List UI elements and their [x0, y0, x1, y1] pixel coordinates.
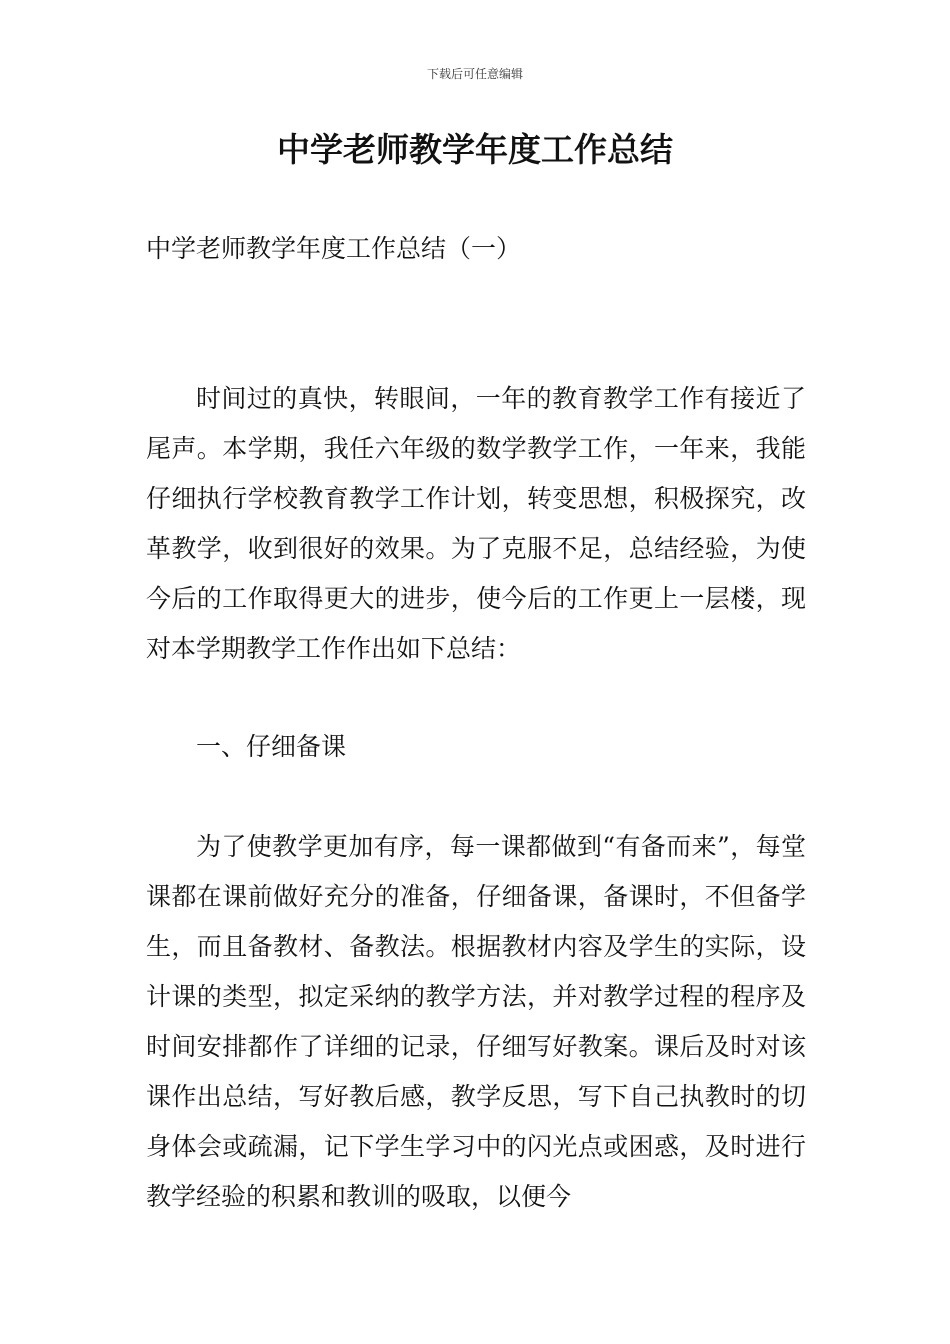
document-title: 中学老师教学年度工作总结	[277, 130, 673, 169]
intro-paragraph: 时间过的真快，转眼间，一年的教育教学工作有接近了尾声。本学期，我任六年级的数学教学工作，一年来，我能仔细执行学校教育教学工作计划，转变思想，积极探究，改革教学，收到很好的效果。为了克服不足，总结经验，为使今后的工作取得更大的进步，使今后的工作更上一层楼，现对本学期教学工作作出如下总结：	[146, 384, 806, 663]
document-subtitle: 中学老师教学年度工作总结（一）	[146, 234, 522, 263]
header-note: 下载后可任意编辑	[426, 67, 523, 81]
section-heading: 一、仔细备课	[196, 732, 347, 761]
section-body-paragraph: 为了使教学更加有序，每一课都做到“有备而来”，每堂课都在课前做好充分的准备，仔细备课，备课时，不但备学生，而且备教材、备教法。根据教材内容及学生的实际，设计课的类型，拟定采纳的教学方法，并对教学过程的程序及时间安排都作了详细的记录，仔细写好教案。课后及时对该课作出总结，写好教后感，教学反思，写下自己执教时的切身体会或疏漏，记下学生学习中的闪光点或困惑，及时进行教学经验的积累和教训的吸取，以便今	[146, 832, 806, 1211]
